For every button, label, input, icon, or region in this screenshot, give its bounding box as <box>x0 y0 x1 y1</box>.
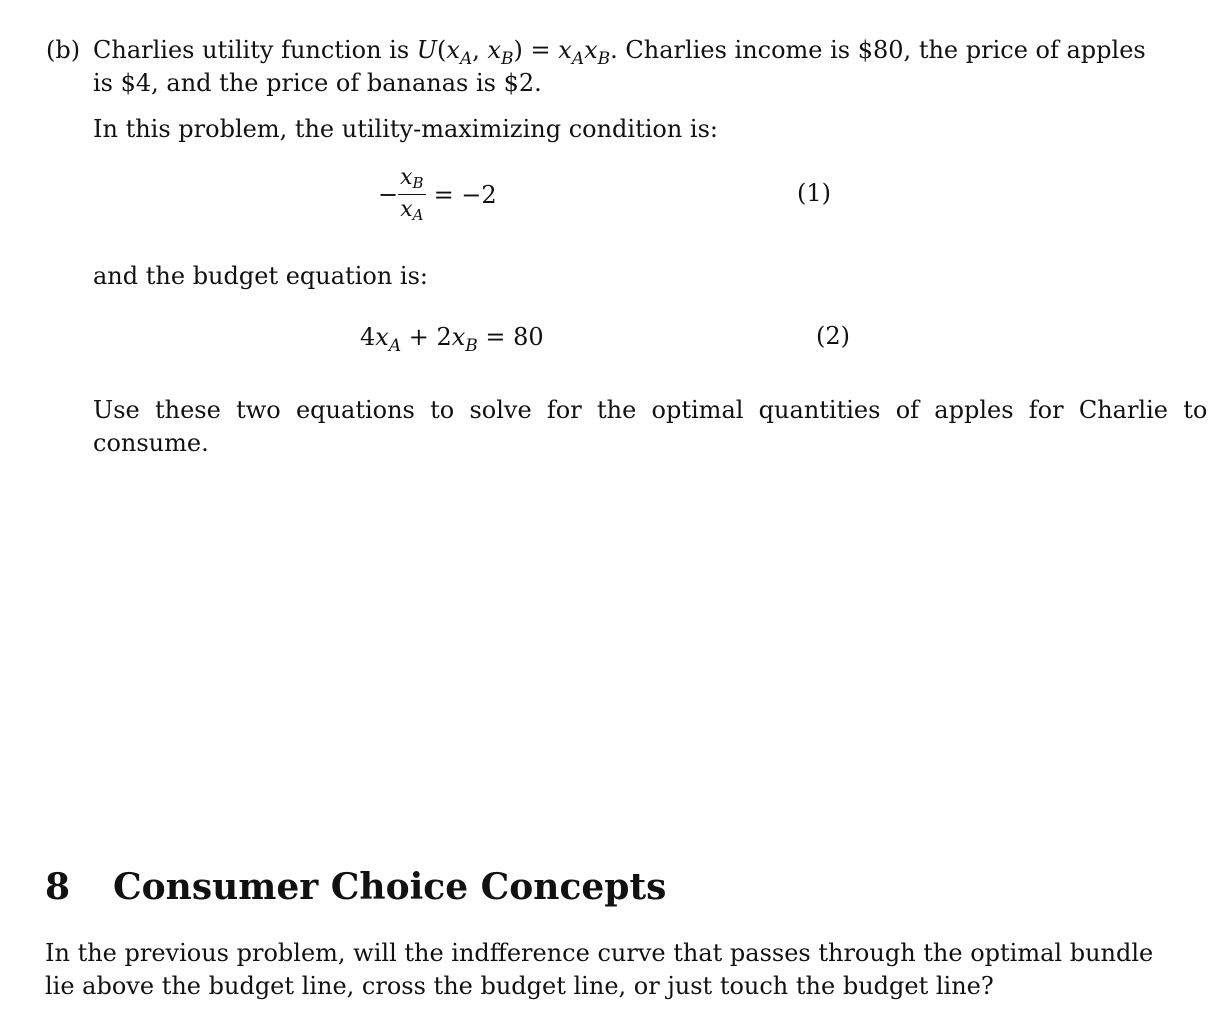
eq1-num-sub: B <box>412 174 424 192</box>
instruction-line-1: Use these two equations to solve for the optimal quantities of apples for Charlie to <box>93 396 1208 424</box>
equation-2 <box>360 322 544 355</box>
eq1-minus: − <box>378 180 399 209</box>
section-number: 8 <box>45 866 71 908</box>
section-body-line-2: lie above the budget line, cross the budget line, or just touch the budget line? <box>45 972 994 1000</box>
instruction-line-2: consume. <box>93 429 209 457</box>
prod-sub-A: A <box>571 49 585 69</box>
prod-xB: x <box>584 36 598 64</box>
eq2-sub-A: A <box>388 336 402 356</box>
eq1-rhs: = −2 <box>433 180 497 209</box>
eq1-num-x: x <box>400 165 413 190</box>
prod-xA: x <box>558 36 572 64</box>
var-xA: x <box>446 36 460 64</box>
section-title: Consumer Choice Concepts <box>113 866 667 908</box>
utility-symbol: U <box>416 36 438 64</box>
eq1-numerator <box>398 165 425 192</box>
part-label: (b) <box>46 36 81 64</box>
problem-line-2: is $4, and the price of bananas is $2. <box>93 69 542 97</box>
var-xB: x <box>487 36 502 64</box>
eq2-plus-2: + 2 <box>401 323 452 351</box>
line1-pre: Charlies utility function is <box>93 36 417 64</box>
eq1-fraction-bar <box>398 194 425 195</box>
equals: = <box>522 36 559 64</box>
sub-B: B <box>501 49 514 69</box>
eq2-coef-4: 4 <box>360 323 376 351</box>
equation-1-number: (1) <box>797 179 831 207</box>
eq2-rhs: = 80 <box>477 323 544 351</box>
eq2-xA: x <box>375 323 389 351</box>
equation-2-number: (2) <box>816 322 850 350</box>
eq1-fraction <box>398 165 425 224</box>
eq1-den-sub: A <box>412 206 424 224</box>
eq2-xB: x <box>451 323 466 351</box>
eq1-den-x: x <box>400 197 413 222</box>
condition-intro: In this problem, the utility-maximizing condition is: <box>93 115 719 143</box>
prod-sub-B: B <box>597 49 611 69</box>
lparen: ( <box>437 36 447 64</box>
rparen: ) <box>513 36 523 64</box>
equation-1 <box>378 165 497 229</box>
problem-line-1 <box>93 35 1146 68</box>
line1-post: . Charlies income is $80, the price of apples <box>610 36 1146 64</box>
eq1-denominator <box>398 197 425 224</box>
budget-intro: and the budget equation is: <box>93 262 428 290</box>
sub-A: A <box>459 49 473 69</box>
comma: , <box>472 36 488 64</box>
section-body-line-1: In the previous problem, will the indfference curve that passes through the optimal bundle <box>45 939 1154 967</box>
eq2-sub-B: B <box>465 336 478 356</box>
